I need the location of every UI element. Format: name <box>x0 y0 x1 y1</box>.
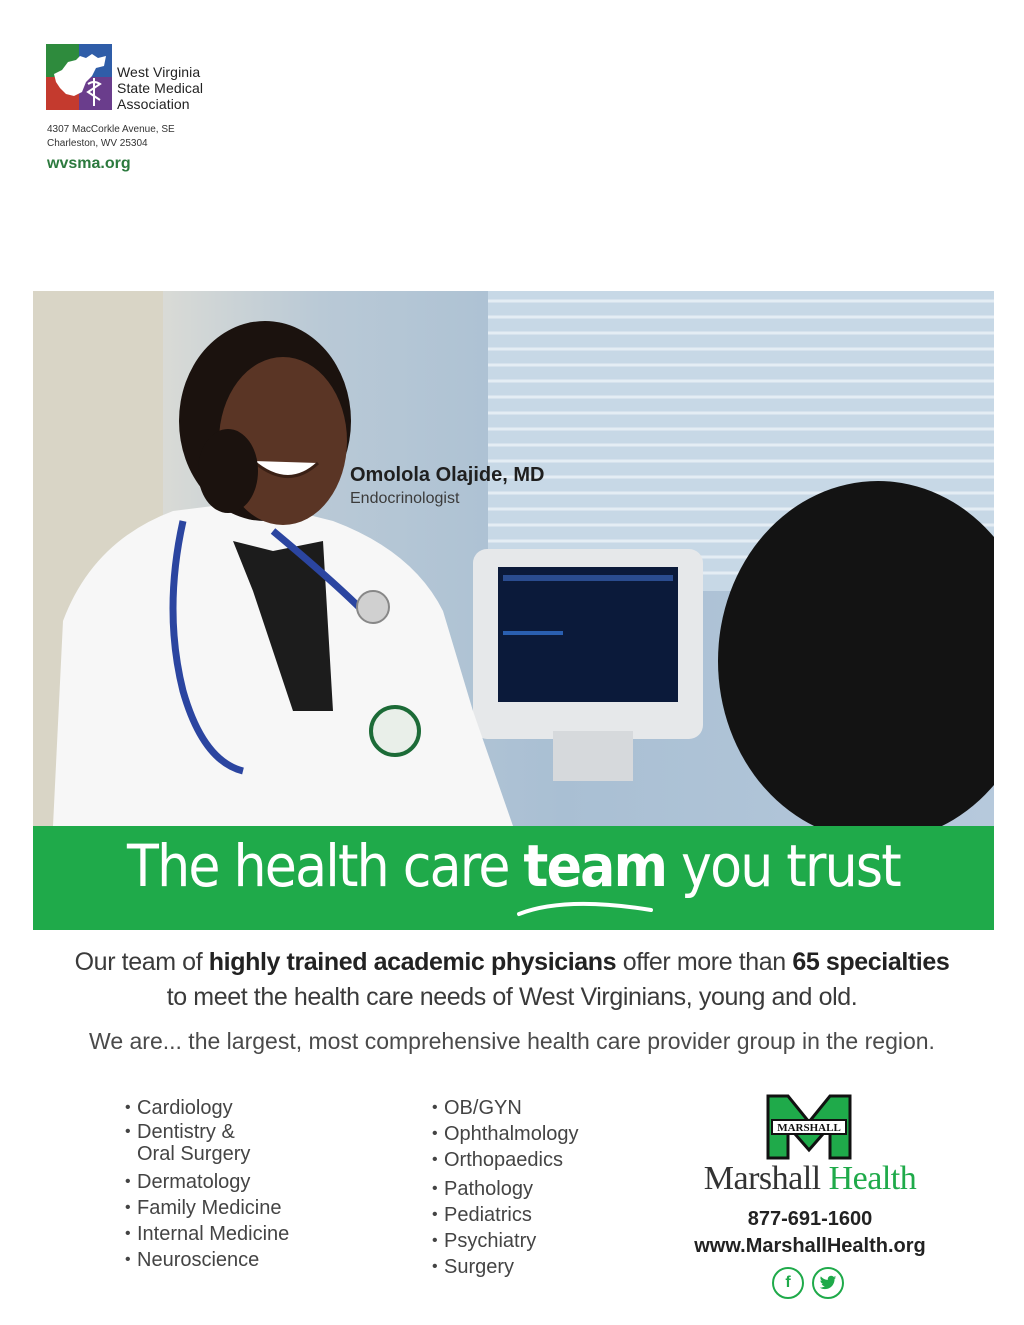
list-item: • Pathology <box>432 1176 579 1202</box>
wvsma-name-line2: State Medical <box>117 80 204 96</box>
wvsma-name <box>117 64 203 112</box>
intro-text-b: offer more than <box>616 948 793 976</box>
list-item: • Family Medicine <box>125 1195 289 1221</box>
marshall-website-link[interactable]: www.MarshallHealth.org <box>694 1235 926 1257</box>
address-line1: 4307 MacCorkle Avenue, SE <box>47 124 175 135</box>
list-item: • Cardiology <box>125 1095 289 1121</box>
list-item: • Dentistry & Oral Surgery <box>125 1121 257 1169</box>
intro-text-a: Our team of <box>74 948 209 976</box>
swoosh-underline <box>515 898 655 920</box>
list-item: • Internal Medicine <box>125 1221 289 1247</box>
twitter-icon[interactable] <box>812 1267 844 1299</box>
marshall-health-name <box>690 1160 930 1198</box>
specialties-list-2 <box>432 1095 579 1280</box>
list-item: • Ophthalmology <box>432 1121 579 1147</box>
doctor-title: Endocrinologist <box>350 490 460 507</box>
intro-bold-physicians: highly trained academic physicians <box>208 948 617 976</box>
list-item: • Surgery <box>432 1254 579 1280</box>
marshall-logo <box>766 1094 852 1160</box>
doctor-name: Omolola Olajide, MD <box>350 464 545 486</box>
list-item: • Psychiatry <box>432 1228 579 1254</box>
doctor-photo-illustration <box>33 291 994 826</box>
list-item: • Dermatology <box>125 1169 289 1195</box>
wvsma-website-link[interactable]: wvsma.org <box>47 155 131 172</box>
intro-line3: We are... the largest, most comprehensive health care provider group in the region. <box>89 1028 935 1054</box>
tagline-part2: you trust <box>666 832 900 900</box>
specialties-list-1 <box>125 1095 289 1273</box>
intro-line2: to meet the health care needs of West Virginians, young and old. <box>166 983 858 1011</box>
list-item: • Pediatrics <box>432 1202 579 1228</box>
list-item: • OB/GYN <box>432 1095 579 1121</box>
tagline-emphasis: team <box>523 832 667 900</box>
marshall-logo-text: MARSHALL <box>777 1122 841 1134</box>
facebook-icon[interactable]: f <box>772 1267 804 1299</box>
wvsma-name-line1: West Virginia <box>117 64 201 80</box>
doctor-photo <box>33 291 994 826</box>
marshall-name-part1: Marshall <box>703 1160 829 1197</box>
address-line2: Charleston, WV 25304 <box>47 138 148 149</box>
wvsma-name-line3: Association <box>117 96 190 112</box>
marshall-name-part2: Health <box>828 1160 917 1197</box>
list-item: • Neuroscience <box>125 1247 289 1273</box>
tagline <box>81 832 946 900</box>
wvsma-address <box>47 123 175 151</box>
wvsma-logo-mark <box>46 44 112 110</box>
intro-bold-specialties: 65 specialties <box>792 948 950 976</box>
phone-number[interactable]: 877-691-1600 <box>747 1208 873 1230</box>
intro-line1 <box>0 948 1024 977</box>
wvsma-logo <box>46 44 216 110</box>
tagline-part1: The health care <box>127 832 524 900</box>
twitter-bird-glyph <box>819 1275 837 1291</box>
tagline-banner <box>33 826 994 930</box>
list-item: • Orthopaedics <box>432 1147 579 1173</box>
